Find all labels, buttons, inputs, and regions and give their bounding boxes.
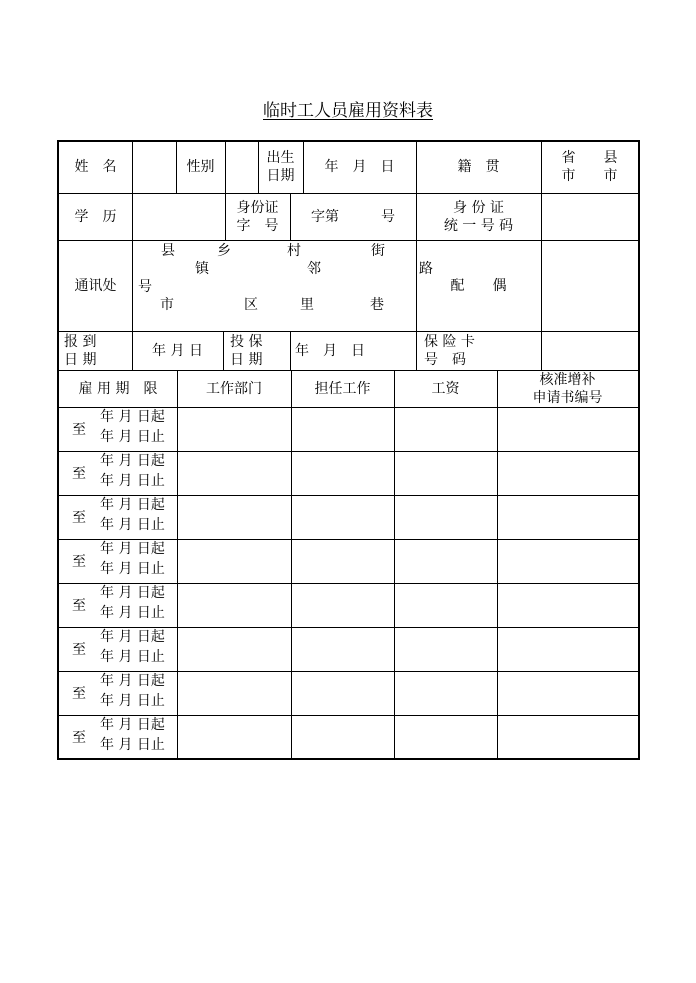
column-divider — [541, 240, 542, 331]
column-divider — [132, 193, 133, 240]
period-end: 年 月 日止 — [100, 693, 165, 709]
period-start: 年 月 日起 — [100, 409, 165, 425]
period-start: 年 月 日起 — [100, 497, 165, 513]
period-to-label: 至 — [72, 642, 86, 658]
id-number-value: 字第 号 — [311, 209, 395, 225]
unified-id-label-line-2: 统 一 号 码 — [443, 218, 514, 234]
column-divider — [132, 140, 133, 193]
column-divider — [541, 193, 542, 240]
period-start: 年 月 日起 — [100, 629, 165, 645]
birth-date-value: 年 月 日 — [324, 159, 395, 175]
insurance-card-label-line-1: 保 险 卡 — [424, 334, 475, 350]
form-title: 临时工人员雇用资料表 — [263, 101, 433, 121]
insure-date-label-line-2: 日 期 — [230, 352, 263, 368]
header-wage: 工资 — [431, 381, 460, 397]
column-divider — [223, 331, 224, 370]
row-divider — [57, 193, 640, 194]
header-period: 雇 用 期 限 — [78, 381, 158, 397]
period-start: 年 月 日起 — [100, 585, 165, 601]
address-line-city: 市 区 里 巷 — [160, 297, 384, 313]
period-start: 年 月 日起 — [100, 717, 165, 733]
period-to-label: 至 — [72, 554, 86, 570]
row-divider — [57, 240, 640, 241]
column-divider — [291, 370, 292, 760]
period-end: 年 月 日止 — [100, 561, 165, 577]
address-label: 通讯处 — [74, 278, 117, 294]
address-line-town: 镇 邻 路 — [195, 261, 433, 277]
header-job: 担任工作 — [314, 381, 371, 397]
column-divider — [177, 370, 178, 760]
period-end: 年 月 日止 — [100, 649, 165, 665]
period-end: 年 月 日止 — [100, 429, 165, 445]
unified-id-label-line-1: 身 份 证 — [453, 200, 504, 216]
column-divider — [394, 370, 395, 760]
report-date-label-line-2: 日 期 — [64, 352, 97, 368]
column-divider — [225, 140, 226, 193]
header-approval-line-2: 申请书编号 — [532, 390, 603, 406]
period-end: 年 月 日止 — [100, 605, 165, 621]
period-start: 年 月 日起 — [100, 673, 165, 689]
origin-province-line: 省 县 — [561, 150, 618, 166]
period-to-label: 至 — [72, 510, 86, 526]
origin-city-line: 市 市 — [561, 168, 618, 184]
birth-label-line-1: 出生 — [266, 150, 295, 166]
insurance-card-label-line-2: 号 码 — [424, 352, 466, 368]
column-divider — [132, 240, 133, 331]
period-start: 年 月 日起 — [100, 541, 165, 557]
column-divider — [497, 370, 498, 760]
period-to-label: 至 — [72, 686, 86, 702]
row-divider — [57, 331, 640, 332]
column-divider — [416, 331, 417, 370]
insure-date-label-line-1: 投 保 — [230, 334, 263, 350]
column-divider — [541, 331, 542, 370]
report-date-label-line-1: 报 到 — [64, 334, 97, 350]
address-line-number: 号 — [138, 279, 152, 295]
period-start: 年 月 日起 — [100, 453, 165, 469]
id-label-line-2: 字 号 — [236, 218, 279, 234]
report-date-value: 年 月 日 — [152, 343, 203, 359]
insure-date-value: 年 月 日 — [295, 343, 365, 359]
period-end: 年 月 日止 — [100, 473, 165, 489]
period-to-label: 至 — [72, 422, 86, 438]
name-label: 姓 名 — [74, 159, 117, 175]
origin-label: 籍 贯 — [457, 159, 500, 175]
period-end: 年 月 日止 — [100, 737, 165, 753]
spouse-label: 配 偶 — [450, 278, 507, 294]
period-to-label: 至 — [72, 730, 86, 746]
period-to-label: 至 — [72, 598, 86, 614]
header-department: 工作部门 — [206, 381, 262, 397]
birth-label-line-2: 日期 — [266, 168, 295, 184]
period-to-label: 至 — [72, 466, 86, 482]
address-line-county: 县 乡 村 街 — [161, 243, 385, 259]
id-label-line-1: 身份证 — [236, 200, 279, 216]
employment-form — [57, 140, 640, 760]
period-end: 年 月 日止 — [100, 517, 165, 533]
education-label: 学 历 — [74, 209, 117, 225]
header-approval-line-1: 核准增补 — [539, 372, 596, 388]
gender-label: 性别 — [186, 159, 215, 175]
